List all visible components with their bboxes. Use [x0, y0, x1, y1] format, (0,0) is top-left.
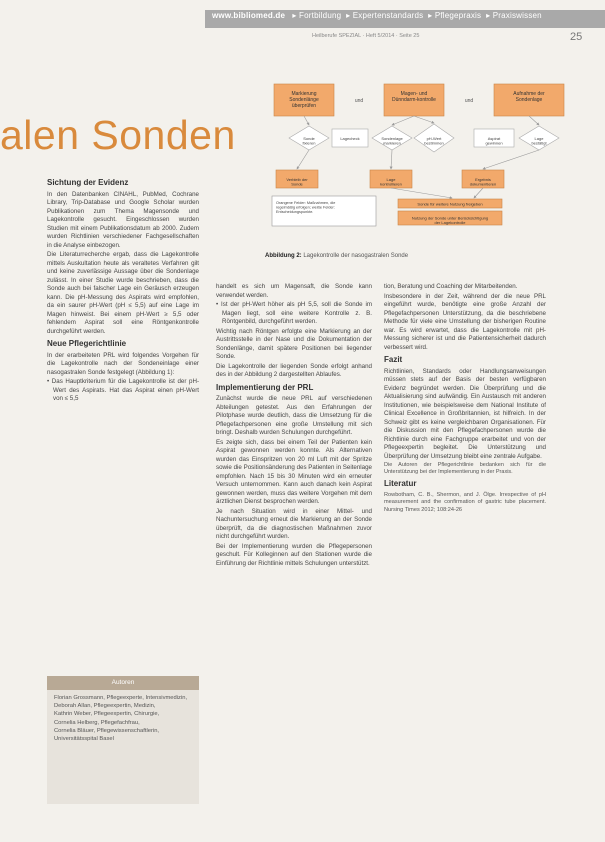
- top-box-2: Magen- und Dünndarm-kontrolle: [392, 91, 436, 103]
- paragraph: tion, Beratung und Coaching der Mitarbeitenden.: [384, 283, 518, 290]
- top-box-3: Aufnahme der Sondenlage: [513, 91, 545, 103]
- low-box-3: Ergebnis dokumentieren: [469, 177, 497, 187]
- mid-box-4: pH-Wert bestimmen: [424, 136, 444, 146]
- author-line: Florian Grossmann, Pflegeexperte, Intensivmedizin,: [54, 695, 188, 701]
- crumb-2[interactable]: Expertenstandards: [352, 11, 424, 20]
- crumb-4[interactable]: Praxiswissen: [492, 11, 542, 20]
- mid-box-3: Sondenlage markieren: [381, 136, 403, 146]
- author-list: [54, 694, 194, 743]
- paragraph: In den Datenbanken CINAHL, PubMed, Cochrane Library, Trip-Database und Google Scholar wurden Publikationen zum Thema Magensonde und Lagekontrolle gesucht. Eingeschlossen wurden Studien mit einem Publikationsdatum ab 2000. Zudem wurden Richtlinien verschiedener Fachgesellschaften in die Analyse einbezogen.: [47, 190, 199, 249]
- paragraph: Die Literaturrecherche ergab, dass die Lagekontrolle mittels Auskultation heute als veraltetes Verfahren gilt und keine zuverlässige Aussage über die Sondenlage zulässt. In einer Studie wurde beschrieben, dass die Sonde auch bei falscher Lage ein Geräusch erzeugen kann. Die pH-Messung des Aspirats wird empfohlen, da ein saurer pH-Wert (pH ≤ 5,5) auf eine Lage im Magen hinweist. Bei einem pH-Wert ≥ 5,5 oder fehlendem Aspirat soll eine Röntgenkontrolle durchgeführt werden.: [47, 251, 199, 335]
- paragraph: Richtlinien, Standards oder Handlungsanweisungen müssen stets auf der Basis der besten verfügbaren Evidenz begründet werden. Die Überprüfung und die Aktualisierung sind aufwändig. Ein Austausch mit anderen Institutionen, wie beispielsweise dem National Institute of Clinical Excellence in Großbritannien, ist hilfreich. In der Schweiz gibt es keine vergleichbaren Organisationen. Für die Diskussion mit den Pflegefachpersonen wurde die Richtlinie durch eine Fachgruppe erarbeitet und von der Pflegeexpertin begleitet. Die Unterstützung und Überprüfung der Umsetzung bleibt eine zentrale Aufgabe.: [384, 367, 546, 460]
- mid-box-2: Lagecheck: [340, 136, 360, 141]
- heading-literature: Literatur: [384, 479, 417, 489]
- mid-box-5: Aspirat gewinnen: [485, 136, 503, 146]
- paragraph: handelt es sich um Magensaft, die Sonde kann verwendet werden.: [216, 283, 372, 299]
- paragraph: In der erarbeiteten PRL wird folgendes Vorgehen für die Lagekontrolle nach der Sondeneinlage einer nasogastralen Sonde festgelegt (Abbildung 1):: [47, 351, 199, 376]
- column-1: [47, 175, 199, 405]
- paragraph: Die Lagekontrolle der liegenden Sonde erfolgt anhand des in der Abbildung 2 dargestellten Ablaufes.: [216, 362, 372, 378]
- paragraph: Wichtig nach Röntgen erfolgte eine Markierung an der Austrittsstelle in der Nase und die Dokumentation der Sondenlänge, damit spätere Positionen bei liegender Sonde.: [216, 327, 372, 360]
- paragraph: Insbesondere in der Zeit, während der die neue PRL eingeführt wurde, benötigte eine große Anzahl der Pflegefachpersonen Unterstützung, da die beschriebene Methode für viele eine Umstellung der bisherigen Routine war. Es wird erwartet, dass die Lagekontrolle mit pH-Messung sicherer ist und die Patientensicherheit dadurch verbessert wird.: [384, 292, 546, 351]
- bottom-box-1: Sonde für weitere Nutzung freigeben: [417, 201, 483, 207]
- issue-line: Heilberufe SPEZIAL · Heft 5/2014 · Seite 25: [312, 33, 420, 39]
- acknowledgement-note: Die Autoren der Pflegerichtlinie bedanken sich für die Unterstützung bei der Implementierung in der Praxis.: [384, 462, 546, 476]
- author-line: Cornelia Bläuer, Pflegewissenschaftlerin,: [54, 727, 160, 734]
- mid-box-1: Sonde fixieren: [302, 136, 316, 146]
- mid-box-6: Lage bestätigt: [531, 136, 547, 146]
- author-heading: Autoren: [111, 679, 135, 686]
- author-line: Cornelia Helberg, Pflegefachfrau,: [54, 719, 140, 726]
- paragraph: Bei der Implementierung wurden die Pflegepersonen geschult. Für Kolleginnen auf den Stationen wurde die Einführung der Richtlinie mittels Schulungen unterstützt.: [216, 542, 372, 567]
- bullet-item: • Ist der pH-Wert höher als pH 5,5, soll die Sonde im Magen liegt, soll eine weitere Kontrolle z. B. Röntgenbild, durchgeführt werden.: [216, 301, 372, 325]
- heading-new-guideline: Neue Pflegerichtlinie: [47, 339, 127, 348]
- page-number: 25: [570, 31, 583, 43]
- low-box-1: Verbleib der Sonde: [286, 177, 308, 187]
- column-2: [216, 283, 372, 569]
- bullet-item: • Das Hauptkriterium für die Lagekontrolle ist der pH-Wert des Aspirats. Hat das Aspirat einen pH-Wert von ≤ 5,5: [47, 378, 200, 402]
- connector-1: und: [354, 98, 364, 104]
- heading-evidence: Sichtung der Evidenz: [47, 178, 129, 187]
- top-box-1: Markierung Sondenlänge überprüfen: [289, 91, 319, 109]
- paragraph: Es zeigte sich, dass bei einem Teil der Patienten kein Aspirat gewonnen werden konnte. Als Alternativen wurden das Einspritzen von 20 ml Luft mit der Spritze sowie die Positionsänderung des Patienten in Seitenlage empfohlen. Nach 15 bis 30 Minuten wird ein erneuter Versuch unternommen. Kann auch danach kein Aspirat gewonnen werden, muss das weitere Vorgehen mit dem ärztlichen Dienst besprochen werden.: [216, 438, 372, 505]
- caption-text: Lagekontrolle der nasogastralen Sonde: [303, 253, 409, 259]
- diagram-legend: Orangene Felder: Maßnahmen, die regelmäßig erfolgen; weiße Felder: Entscheidungspunkte.: [276, 201, 336, 215]
- connector-2: und: [464, 98, 474, 104]
- caption-label: Abbildung 2:: [265, 253, 302, 259]
- heading-implementation: Implementierung der PRL: [216, 382, 314, 392]
- author-line: Kathrin Weber, Pflegeexpertin, Chirurgie,: [54, 711, 160, 718]
- flow-diagram: [264, 80, 582, 246]
- author-line: Deborah Allan, Pflegeexpertin, Medizin,: [54, 703, 156, 710]
- figure-caption: [265, 253, 408, 259]
- column-3: [384, 283, 546, 515]
- bottom-box-2: Nutzung der Sonde unter Berücksichtigung der Lagekontrolle: [411, 215, 489, 225]
- paragraph: Zunächst wurde die neue PRL auf verschiedenen Abteilungen getestet. Aus den Erfahrungen der Pilotphase wurde deutlich, dass die Umsetzung für die Pflegefachpersonen eine große Umstellung mit sich bringt. Deshalb wurden Schulungen durchgeführt.: [216, 395, 372, 436]
- paragraph: Je nach Situation wird in einer Mittel- und Nachuntersuchung erneut die Markierung an der Sonde überprüft, da die diagnostischen Maßnahmen zuvor nicht durchgeführt wurden.: [216, 507, 372, 540]
- crumb-1[interactable]: Fortbildung: [299, 11, 342, 20]
- author-box-header: [47, 676, 199, 690]
- author-line: Universitätsspital Basel: [54, 736, 114, 743]
- literature-item[interactable]: Rowbotham, C. B., Shermon, and J. Ölge. Irrespective of pH measurement and the confirmation of gastric tube placement. Nursing Times 2012; 108:24-26: [384, 491, 546, 513]
- article-title: alen Sonden: [0, 112, 236, 158]
- header-breadcrumb: www.bibliomed.de ▸ Fortbildung ▸ Expertenstandards ▸ Pflegepraxis ▸ Praxiswissen: [212, 11, 542, 20]
- crumb-3[interactable]: Pflegepraxis: [434, 11, 482, 20]
- low-box-2: Lage kontrollieren: [380, 177, 402, 187]
- site-link[interactable]: www.bibliomed.de: [212, 11, 286, 20]
- heading-fazit: Fazit: [384, 355, 403, 364]
